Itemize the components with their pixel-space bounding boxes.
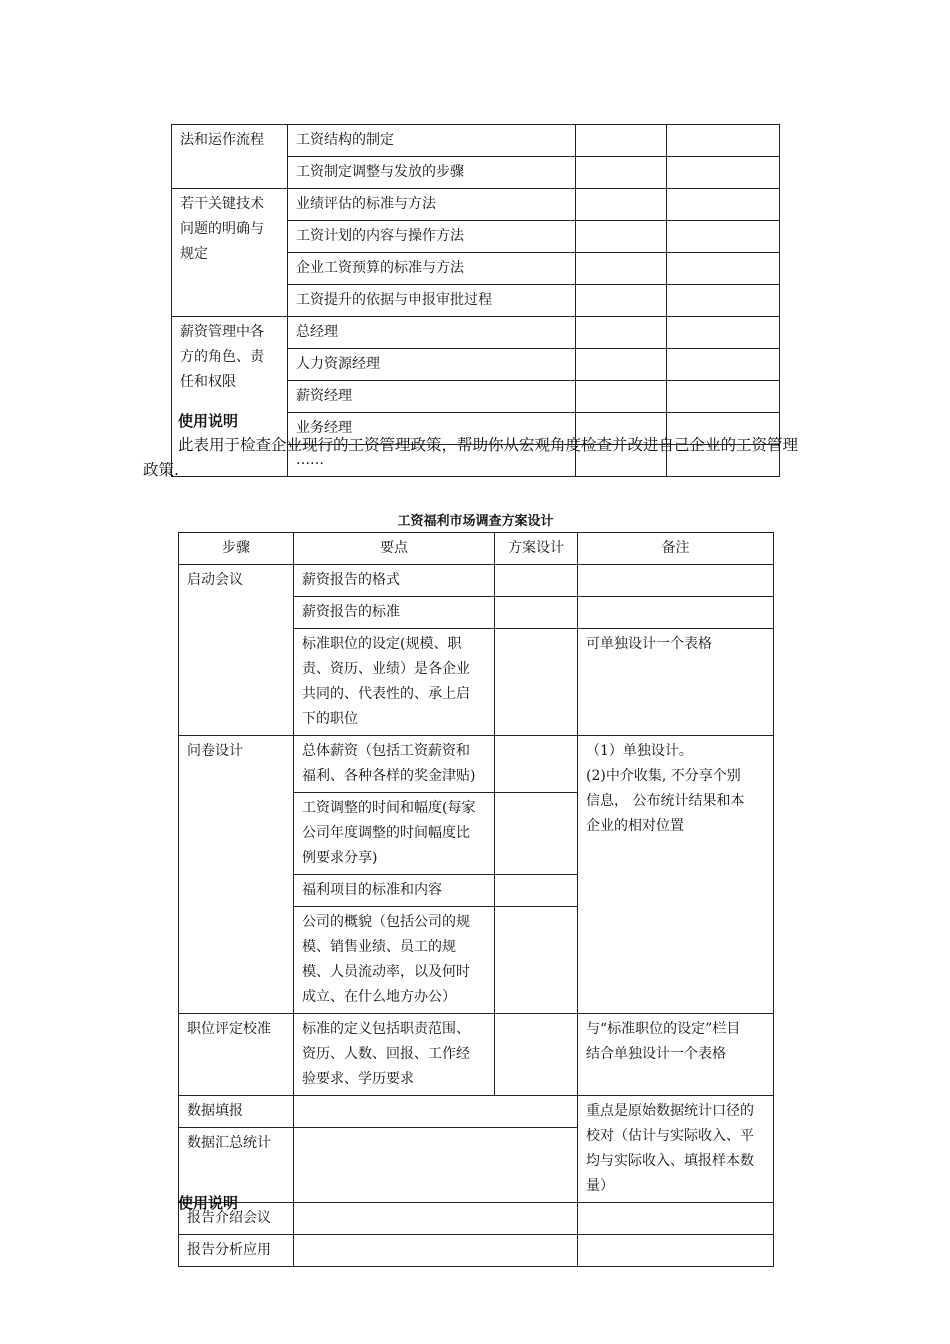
- category-cell: [172, 189, 288, 317]
- table-row: [172, 125, 780, 157]
- blank-cell: [294, 1203, 578, 1235]
- point-line: 模、销售业绩、员工的规: [302, 939, 456, 955]
- point-line: 公司的概貌（包括公司的规: [302, 914, 470, 930]
- blank-cell: [667, 221, 780, 253]
- blank-cell: [667, 253, 780, 285]
- column-header: 备注: [578, 533, 774, 565]
- blank-cell: [495, 793, 578, 875]
- point-cell: 福利项目的标准和内容: [294, 875, 495, 907]
- point-line: 总体薪资（包括工资薪资和: [302, 743, 470, 759]
- blank-cell: [495, 1014, 578, 1096]
- survey-design-table: [178, 532, 774, 1267]
- note-line: 量）: [586, 1178, 614, 1194]
- category-line: 规定: [180, 246, 208, 262]
- point-line: 公司年度调整的时间幅度比: [302, 825, 470, 841]
- blank-cell: [576, 381, 667, 413]
- point-line: 例要求分享): [302, 850, 378, 866]
- point-line: 标准职位的设定(规模、职: [302, 636, 462, 652]
- note-line: 信息， 公布统计结果和本: [586, 793, 745, 809]
- point-line: 福利、各种各样的奖金津贴): [302, 768, 476, 784]
- point-line: 验要求、学历要求: [302, 1071, 414, 1087]
- step-cell: 报告分析应用: [179, 1235, 294, 1267]
- table-row: [179, 565, 774, 597]
- usage-paragraph: 此表用于检查企业现行的工资管理政策，帮助你从宏观角度检查并改进自己企业的工资管理政策.: [143, 436, 799, 479]
- item-cell: 工资制定调整与发放的步骤: [288, 157, 576, 189]
- point-cell: [294, 907, 495, 1014]
- item-cell: 工资提升的依据与申报审批过程: [288, 285, 576, 317]
- note-cell: 可单独设计一个表格: [578, 629, 774, 736]
- table-row: [172, 189, 780, 221]
- blank-cell: [495, 629, 578, 736]
- blank-cell: [667, 125, 780, 157]
- blank-cell: [667, 189, 780, 221]
- blank-cell: [576, 285, 667, 317]
- blank-cell: [576, 157, 667, 189]
- point-line: 责、资历、业绩）是各企业: [302, 661, 470, 677]
- blank-cell: [576, 221, 667, 253]
- policy-checklist-table: [171, 124, 780, 477]
- note-line: （1）单独设计。: [586, 743, 693, 759]
- point-line: 下的职位: [302, 711, 358, 727]
- point-cell: [294, 629, 495, 736]
- item-cell: 工资结构的制定: [288, 125, 576, 157]
- blank-cell: [294, 1235, 578, 1267]
- step-cell: 报告介绍会议: [179, 1203, 294, 1235]
- step-cell: 启动会议: [179, 565, 294, 736]
- blank-cell: [578, 1235, 774, 1267]
- blank-cell: [667, 381, 780, 413]
- point-line: 模、人员流动率，以及何时: [302, 964, 470, 980]
- blank-cell: [495, 597, 578, 629]
- note-cell: [578, 1096, 774, 1203]
- blank-cell: [294, 1128, 578, 1203]
- category-line: 若干关键技术: [180, 196, 264, 212]
- table-row: [179, 1235, 774, 1267]
- blank-cell: [495, 875, 578, 907]
- item-cell: 工资计划的内容与操作方法: [288, 221, 576, 253]
- blank-cell: [576, 317, 667, 349]
- point-cell: [294, 793, 495, 875]
- blank-cell: [667, 285, 780, 317]
- note-line: 均与实际收入、填报样本数: [586, 1153, 754, 1169]
- blank-cell: [667, 317, 780, 349]
- category-line: 任和权限: [180, 374, 236, 390]
- item-cell: 业绩评估的标准与方法: [288, 189, 576, 221]
- blank-cell: [495, 736, 578, 793]
- step-cell: 数据填报: [179, 1096, 294, 1128]
- point-cell: [294, 736, 495, 793]
- item-cell: 业务经理: [288, 413, 576, 445]
- blank-cell: [578, 597, 774, 629]
- blank-cell: [576, 125, 667, 157]
- usage-heading: 使用说明: [178, 412, 239, 430]
- note-line: 结合单独设计一个表格: [586, 1046, 726, 1062]
- point-cell: [294, 1014, 495, 1096]
- table-row: [179, 1096, 774, 1128]
- blank-cell: [294, 1096, 578, 1128]
- usage-heading: 使用说明: [178, 1194, 239, 1212]
- header-row: [179, 533, 774, 565]
- blank-cell: [578, 565, 774, 597]
- blank-cell: [495, 565, 578, 597]
- table-row: [172, 317, 780, 349]
- blank-cell: [667, 157, 780, 189]
- step-cell: 职位评定校准: [179, 1014, 294, 1096]
- blank-cell: [578, 1203, 774, 1235]
- item-cell: 企业工资预算的标准与方法: [288, 253, 576, 285]
- step-cell: 问卷设计: [179, 736, 294, 1014]
- point-line: 标准的定义包括职责范围、: [302, 1021, 470, 1037]
- item-cell: 总经理: [288, 317, 576, 349]
- column-header: 步骤: [179, 533, 294, 565]
- blank-cell: [576, 349, 667, 381]
- point-line: 资历、人数、回报、工作经: [302, 1046, 470, 1062]
- note-cell: [578, 1014, 774, 1096]
- item-cell: 薪资经理: [288, 381, 576, 413]
- table-title: 工资福利市场调查方案设计: [397, 514, 554, 529]
- note-cell: [578, 736, 774, 1014]
- item-cell: 人力资源经理: [288, 349, 576, 381]
- point-cell: 薪资报告的标准: [294, 597, 495, 629]
- note-line: (2)中介收集, 不分享个别: [586, 768, 741, 784]
- blank-cell: [667, 349, 780, 381]
- item-cell: ……: [288, 445, 576, 477]
- category-line: 薪资管理中各: [180, 324, 264, 340]
- blank-cell: [576, 253, 667, 285]
- step-cell: 数据汇总统计: [179, 1128, 294, 1203]
- point-line: 工资调整的时间和幅度(每家: [302, 800, 476, 816]
- category-line: 问题的明确与: [180, 221, 264, 237]
- table-row: [179, 736, 774, 793]
- note-line: 重点是原始数据统计口径的: [586, 1103, 754, 1119]
- category-line: 方的角色、责: [180, 349, 264, 365]
- blank-cell: [576, 189, 667, 221]
- point-cell: 薪资报告的格式: [294, 565, 495, 597]
- note-line: 企业的相对位置: [586, 818, 684, 834]
- column-header: 方案设计: [495, 533, 578, 565]
- category-cell: 法和运作流程: [172, 125, 288, 189]
- note-line: 校对（估计与实际收入、平: [586, 1128, 754, 1144]
- note-line: 与“标准职位的设定”栏目: [586, 1021, 741, 1037]
- table-row: [179, 1203, 774, 1235]
- point-line: 成立、在什么地方办公）: [302, 989, 456, 1005]
- blank-cell: [495, 907, 578, 1014]
- table-row: [179, 1014, 774, 1096]
- column-header: 要点: [294, 533, 495, 565]
- point-line: 共同的、代表性的、承上启: [302, 686, 470, 702]
